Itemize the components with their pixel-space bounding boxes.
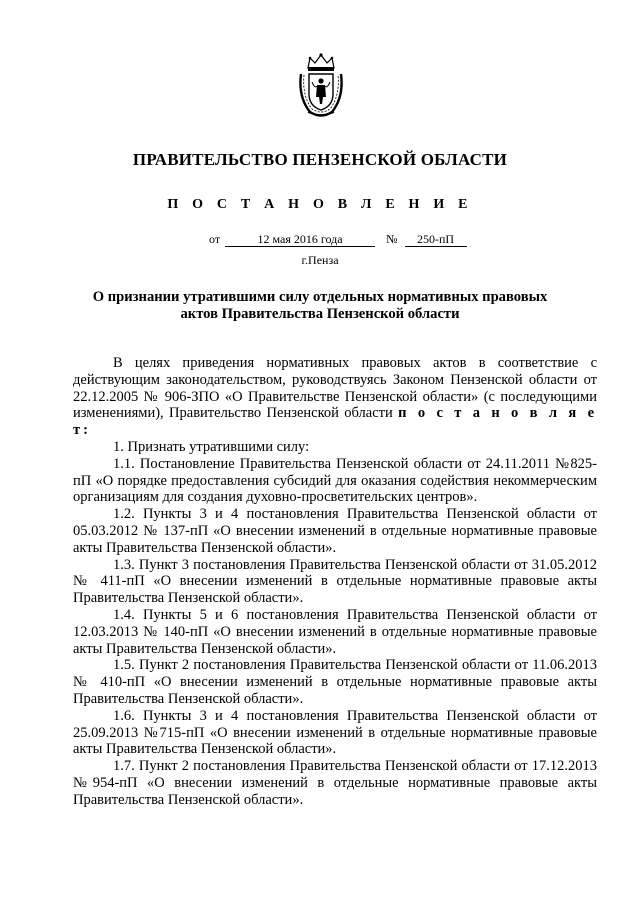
document-type: П О С Т А Н О В Л Е Н И Е xyxy=(167,197,473,212)
subject-line-2: актов Правительства Пензенской области xyxy=(180,306,460,322)
date-prefix: от xyxy=(209,232,221,246)
item-1-5: 1.5. Пункт 2 постановления Правительства Пензенской области от 11.06.2013 № 410-пП «О внесении изменений в отдельные нормативные правовые акты Правительства Пензенской области». xyxy=(73,657,597,707)
date-number-line xyxy=(209,232,467,247)
document-date: 12 мая 2016 года xyxy=(225,232,375,247)
item-1-7: 1.7. Пункт 2 постановления Правительства Пензенской области от 17.12.2013 №954-пП «О внесении изменений в отдельные нормативные правовые акты Правительства Пензенской области». xyxy=(73,758,597,808)
coat-of-arms-icon xyxy=(296,52,346,120)
document-subject xyxy=(0,289,640,323)
item-1-6: 1.6. Пункты 3 и 4 постановления Правительства Пензенской области от 25.09.2013 №715-пП «О внесении изменений в отдельные нормативные правовые акты Правительства Пензенской области». xyxy=(73,707,597,758)
preamble-paragraph xyxy=(73,355,597,439)
item-1-2: 1.2. Пункты 3 и 4 постановления Правительства Пензенской области от 05.03.2012 № 137-пП «О внесении изменений в отдельные нормативные правовые акты Правительства Пензенской области». xyxy=(73,506,597,556)
government-name: ПРАВИТЕЛЬСТВО ПЕНЗЕНСКОЙ ОБЛАСТИ xyxy=(132,150,508,169)
item-1-3: 1.3. Пункт 3 постановления Правительства Пензенской области от 31.05.2012 № 411-пП «О внесении изменений в отдельные нормативные правовые акты Правительства Пензенской области». xyxy=(73,556,597,607)
item-1-4: 1.4. Пункты 5 и 6 постановления Правительства Пензенской области от 12.03.2013 № 140-пП «О внесении изменений в отдельные нормативные правовые акты Правительства Пензенской области». xyxy=(73,606,597,657)
document-number: 250-пП xyxy=(405,232,467,247)
resolves-word: п о с т а н о в л я е т: xyxy=(73,405,598,439)
item-1-1: 1.1. Постановление Правительства Пензенской области от 24.11.2011 №825-пП «О порядке предоставления субсидий для оказания содействия некоммерческим организациям для создания духовно-просветительских центров». xyxy=(73,455,597,506)
item-1: 1. Признать утратившими силу: xyxy=(113,438,310,455)
subject-line-1: О признании утратившими силу отдельных нормативных правовых xyxy=(92,289,548,305)
city: г.Пенза xyxy=(301,253,339,267)
document-body xyxy=(73,355,597,809)
number-label: № xyxy=(386,232,398,246)
preamble-text: В целях приведения нормативных правовых актов в соответствие с действующим законодательством, руководствуясь Законом Пензенской области от 22.12.2005 № 906-ЗПО «О Правительстве Пензенской области» (с последующими изменениями), Правительство Пензенской области xyxy=(73,355,597,422)
